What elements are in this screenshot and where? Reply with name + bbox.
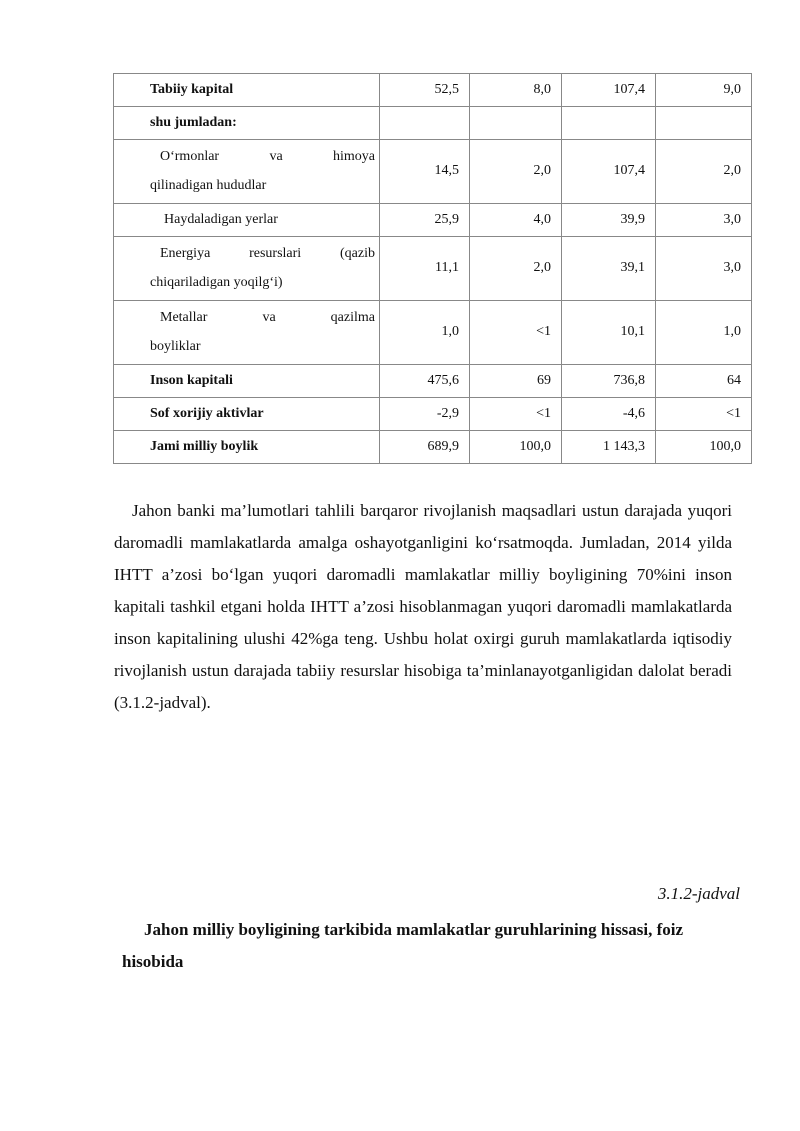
table-row <box>114 140 752 204</box>
cell-value <box>380 107 470 140</box>
cell-value: <1 <box>470 398 562 431</box>
cell-value: 52,5 <box>380 74 470 107</box>
table-row <box>114 365 752 398</box>
table-row <box>114 301 752 365</box>
cell-value <box>470 107 562 140</box>
row-label <box>114 237 380 301</box>
cell-value: 3,0 <box>656 204 752 237</box>
cell-value: 10,1 <box>562 301 656 365</box>
cell-value: 64 <box>656 365 752 398</box>
cell-value: 100,0 <box>656 431 752 464</box>
cell-value: 69 <box>470 365 562 398</box>
cell-value: 39,9 <box>562 204 656 237</box>
row-label-line2: qilinadigan hududlar <box>150 177 267 193</box>
cell-value <box>656 107 752 140</box>
table-number: 3.1.2-jadval <box>657 884 740 903</box>
row-label: Tabiiy kapital <box>114 74 380 107</box>
cell-value: 736,8 <box>562 365 656 398</box>
cell-value: 689,9 <box>380 431 470 464</box>
table-row <box>114 204 752 237</box>
row-label-line1: Energiya resurslari (qazib <box>160 246 375 262</box>
row-label: Jami milliy boylik <box>114 431 380 464</box>
cell-value: 107,4 <box>562 74 656 107</box>
table-title: Jahon milliy boyligining tarkibida mamlakatlar guruhlarining hissasi, foiz hisobida <box>122 920 684 971</box>
cell-value: 100,0 <box>470 431 562 464</box>
cell-value: 1,0 <box>380 301 470 365</box>
cell-value: 1,0 <box>656 301 752 365</box>
cell-value: 2,0 <box>470 237 562 301</box>
table-row <box>114 74 752 107</box>
cell-value <box>562 107 656 140</box>
cell-value: 2,0 <box>470 140 562 204</box>
row-label-line1: O‘rmonlar va himoya <box>160 149 375 165</box>
cell-value: 1 143,3 <box>562 431 656 464</box>
row-label-line1: Metallar va qazilma <box>160 310 375 326</box>
row-label <box>114 301 380 365</box>
body-paragraph: Jahon banki ma’lumotlari tahlili barqaror rivojlanish maqsadlari ustun darajada yuqori daromadli mamlakatlarda amalga oshayotganligini ko‘rsatmoqda. Jumladan, 2014 yilda IHTT a’zosi bo‘lgan yuqori daromadli mamlakatlar milliy boyligining 70%ini inson kapitali tashkil etgani holda IHTT a’zosi hisoblanmagan yuqori daromadli mamlakatlarda inson kapitalining ulushi 42%ga teng. Ushbu holat oxirgi guruh mamlakatlarda iqtisodiy rivojlanish ustun darajada tabiiy resurslar hisobiga ta’minlanayotganligidan dalolat beradi (3.1.2-jadval). <box>114 501 732 712</box>
cell-value: 475,6 <box>380 365 470 398</box>
cell-value: <1 <box>470 301 562 365</box>
row-label: shu jumladan: <box>114 107 380 140</box>
cell-value: 39,1 <box>562 237 656 301</box>
cell-value: 8,0 <box>470 74 562 107</box>
table-row <box>114 431 752 464</box>
cell-value: 14,5 <box>380 140 470 204</box>
cell-value: 25,9 <box>380 204 470 237</box>
cell-value: 3,0 <box>656 237 752 301</box>
row-label-line2: chiqariladigan yoqilg‘i) <box>150 274 283 290</box>
table-row <box>114 237 752 301</box>
cell-value: 2,0 <box>656 140 752 204</box>
cell-value: 4,0 <box>470 204 562 237</box>
row-label <box>114 140 380 204</box>
row-label: Inson kapitali <box>114 365 380 398</box>
cell-value: -4,6 <box>562 398 656 431</box>
cell-value: 107,4 <box>562 140 656 204</box>
cell-value: 9,0 <box>656 74 752 107</box>
row-label: Haydaladigan yerlar <box>114 204 380 237</box>
row-label: Sof xorijiy aktivlar <box>114 398 380 431</box>
cell-value: -2,9 <box>380 398 470 431</box>
table-row <box>114 107 752 140</box>
row-label-line2: boyliklar <box>150 338 201 354</box>
table-row <box>114 398 752 431</box>
wealth-table <box>113 73 752 464</box>
cell-value: 11,1 <box>380 237 470 301</box>
cell-value: <1 <box>656 398 752 431</box>
